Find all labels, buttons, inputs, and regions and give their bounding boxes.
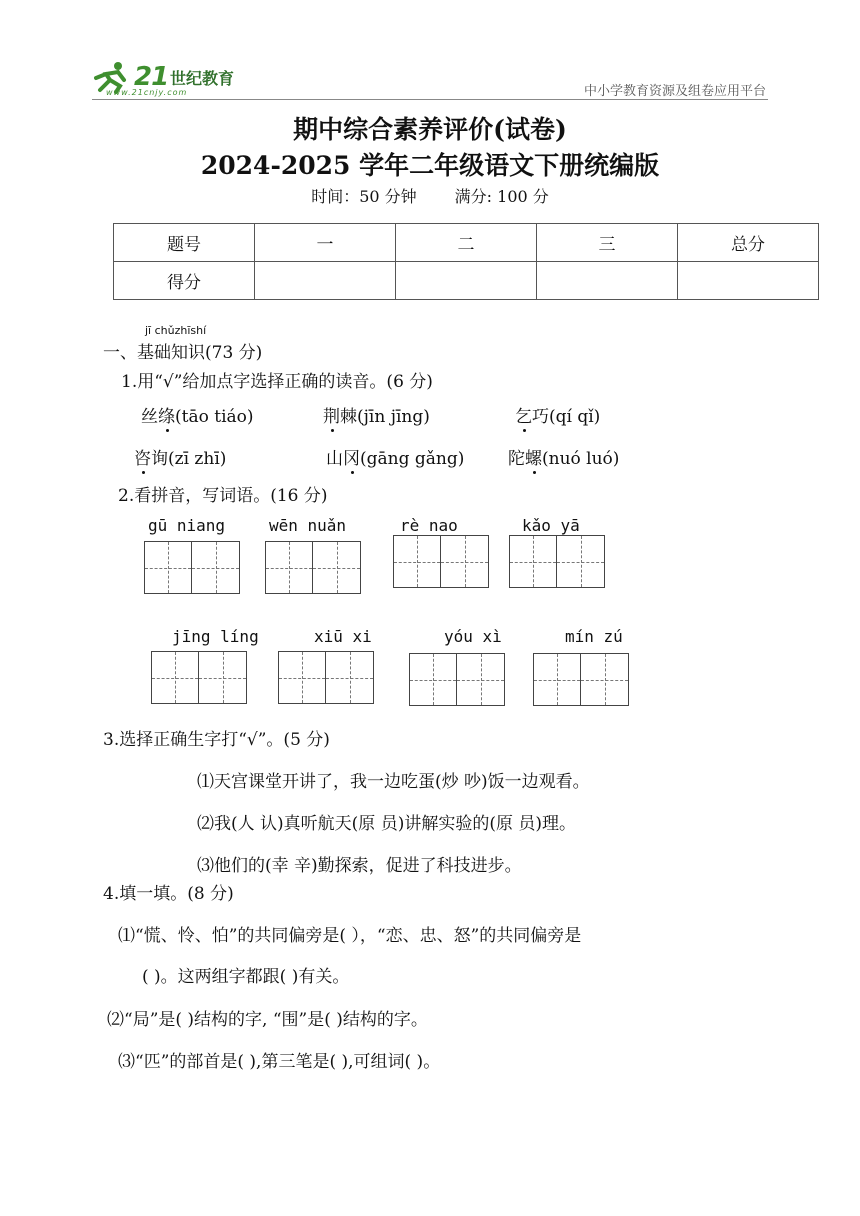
writing-grid[interactable] (151, 651, 247, 704)
exam-subtitle: 2024-2025 学年二年级语文下册统编版 (200, 151, 660, 180)
q1-pinyin: (nuó luó) (542, 449, 620, 469)
score-header-cell: 一 (255, 224, 396, 262)
section-ruby: jī chǔzhīshí (145, 324, 207, 337)
writing-cell[interactable] (581, 653, 629, 706)
q2-pinyin: kǎo yā (522, 516, 580, 535)
q1-pinyin: (gāng gǎng) (360, 449, 465, 469)
q1-item (134, 444, 226, 469)
q2-pinyin: jīng líng (172, 627, 259, 646)
q1-dotted-char: 螺 (525, 449, 542, 469)
writing-grid[interactable] (144, 541, 240, 594)
writing-cell[interactable] (509, 535, 557, 588)
score-header-cell: 题号 (114, 224, 255, 262)
q2-pinyin: mín zú (565, 627, 623, 646)
writing-grid[interactable] (509, 535, 605, 588)
score-row-label: 得分 (114, 262, 255, 300)
question-4-title: 4.填一填。(8 分) (103, 884, 234, 904)
q4-line: ( )。这两组字都跟( )有关。 (142, 967, 350, 987)
writing-cell[interactable] (151, 651, 199, 704)
q4-line: ⑶“匹”的部首是( ),第三笔是( ),可组词( )。 (118, 1052, 441, 1072)
q1-item (326, 444, 464, 469)
writing-grid[interactable] (393, 535, 489, 588)
writing-cell[interactable] (557, 535, 605, 588)
header-tagline: 中小学教育资源及组卷应用平台 (583, 84, 766, 99)
q1-item (323, 402, 430, 427)
exam-full-score: 满分: 100 分 (454, 187, 549, 206)
q1-dotted-char: 咨 (134, 449, 151, 469)
q1-dotted-char: 荆 (323, 407, 340, 427)
q2-pinyin: yóu xì (444, 627, 502, 646)
writing-grid[interactable] (533, 653, 629, 706)
q1-dotted-char: 乞 (515, 407, 532, 427)
writing-cell[interactable] (533, 653, 581, 706)
q3-line: ⑶他们的(幸 辛)勤探索，促进了科技进步。 (197, 856, 522, 876)
writing-cell[interactable] (313, 541, 361, 594)
writing-cell[interactable] (265, 541, 313, 594)
q3-line: ⑴天宫课堂开讲了，我一边吃蛋(炒 吵)饭一边观看。 (197, 772, 590, 792)
q2-pinyin: rè nao (400, 516, 458, 535)
score-header-cell: 二 (396, 224, 537, 262)
writing-cell[interactable] (144, 541, 192, 594)
writing-grid[interactable] (409, 653, 505, 706)
q1-pinyin: (tāo tiáo) (175, 407, 254, 427)
section-title: 一、基础知识(73 分) (103, 343, 263, 363)
score-cell[interactable] (396, 262, 537, 300)
q1-pinyin: 巧(qí qǐ) (532, 407, 601, 427)
q4-line: ⑴“慌、怜、怕”的共同偏旁是( ），“恋、忠、怒”的共同偏旁是 (118, 926, 582, 946)
header-divider (92, 99, 768, 100)
q1-pinyin: 棘(jīn jīng) (340, 407, 430, 427)
logo (92, 58, 242, 100)
writing-grid[interactable] (278, 651, 374, 704)
q1-item (508, 444, 619, 469)
writing-cell[interactable] (278, 651, 326, 704)
q1-char: 陀 (508, 449, 525, 469)
score-cell[interactable] (678, 262, 819, 300)
score-cell[interactable] (255, 262, 396, 300)
writing-grid[interactable] (265, 541, 361, 594)
score-header-cell: 总分 (678, 224, 819, 262)
q1-char: 山 (326, 449, 343, 469)
writing-cell[interactable] (192, 541, 240, 594)
q3-line: ⑵我(人 认)真听航天(原 员)讲解实验的(原 员)理。 (197, 814, 577, 834)
q2-pinyin: gū niang (148, 516, 226, 535)
question-3-title: 3.选择正确生字打“√”。(5 分) (103, 730, 330, 750)
q1-char: 丝 (141, 407, 158, 427)
writing-cell[interactable] (326, 651, 374, 704)
logo-number: 21 (134, 62, 169, 92)
logo-text: 世纪教育 (170, 69, 235, 88)
q1-pinyin: 询(zī zhī) (151, 449, 227, 469)
score-table-header-row (114, 224, 819, 262)
q1-dotted-char: 冈 (343, 449, 360, 469)
writing-cell[interactable] (409, 653, 457, 706)
score-header-cell: 三 (537, 224, 678, 262)
score-table-row (114, 262, 819, 300)
writing-cell[interactable] (441, 535, 489, 588)
q1-item (515, 402, 600, 427)
q1-item (141, 402, 254, 427)
writing-cell[interactable] (199, 651, 247, 704)
q2-pinyin: xiū xi (314, 627, 372, 646)
q4-line: ⑵“局”是( )结构的字, “围”是( )结构的字。 (107, 1010, 428, 1030)
q1-dotted-char: 绦 (158, 407, 175, 427)
score-table (113, 223, 819, 300)
writing-cell[interactable] (393, 535, 441, 588)
question-2-title: 2.看拼音，写词语。(16 分) (118, 486, 328, 506)
exam-time: 时间：50 分钟 (311, 187, 417, 206)
score-cell[interactable] (537, 262, 678, 300)
exam-meta (0, 184, 860, 207)
writing-cell[interactable] (457, 653, 505, 706)
exam-title: 期中综合素养评价(试卷) (293, 115, 567, 144)
q2-pinyin: wēn nuǎn (269, 516, 347, 535)
question-1-title: 1.用“√”给加点字选择正确的读音。(6 分) (121, 372, 433, 392)
logo-url: www.21cnjy.com (106, 88, 188, 97)
